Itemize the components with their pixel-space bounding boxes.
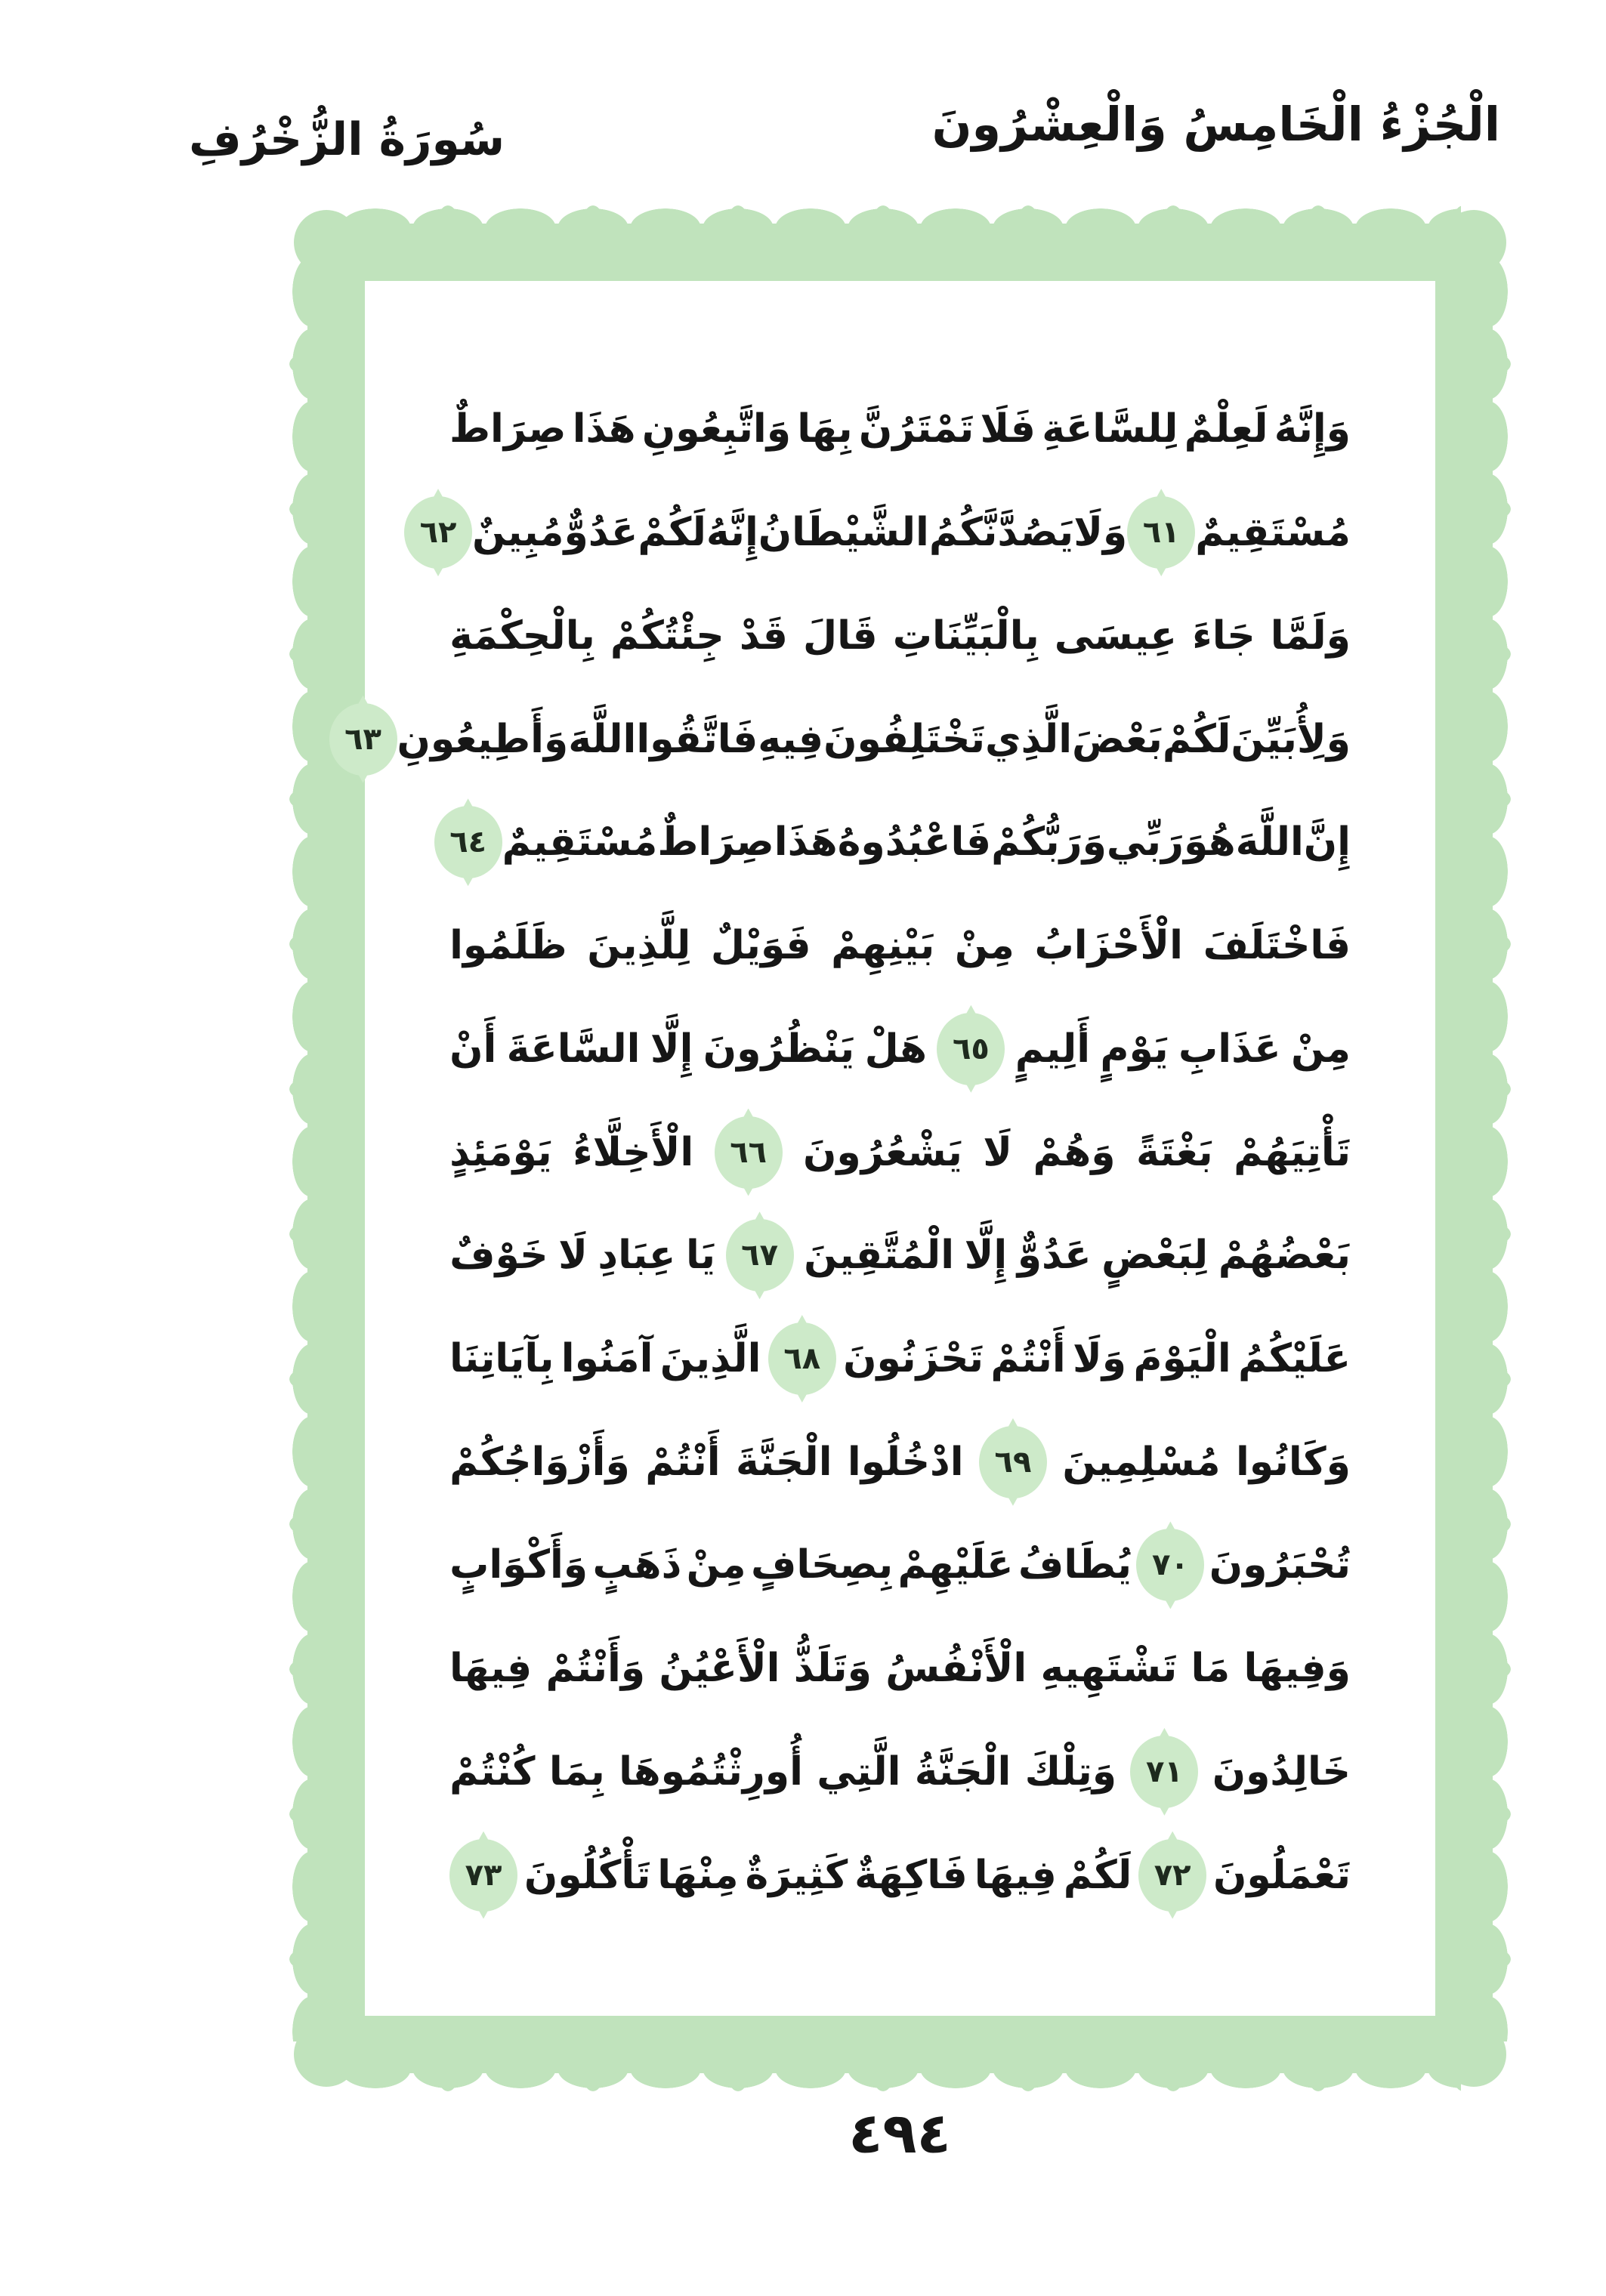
ayah-word: قَالَ — [802, 613, 878, 659]
frame-scallop-edge-bottom — [339, 2069, 1461, 2091]
ayah-word: عَلَيْهِمْ — [897, 1542, 1014, 1588]
ayah-word: وَلَمَّا — [1270, 613, 1351, 659]
quran-line — [449, 378, 1351, 481]
ayah-word: أَنْتُمْ — [645, 1439, 721, 1485]
ayah-word: تَمْتَرُنَّ — [858, 406, 974, 452]
ayah-word: يُطَافُ — [1018, 1542, 1132, 1588]
ayah-word: الْأَحْزَابُ — [1034, 923, 1183, 969]
ayah-word: بِالْحِكْمَةِ — [449, 613, 595, 659]
ayah-word: أَلِيمٍ — [1015, 1026, 1091, 1072]
ayah-word: أُورِثْتُمُوهَا — [619, 1748, 803, 1795]
ayah-word: لَعِلْمٌ — [1184, 406, 1268, 452]
ayah-word: الَّذِينَ — [659, 1335, 761, 1381]
verse-number-badge: ٧٠ — [1136, 1529, 1204, 1601]
ayah-word: صِرَاطٌ — [449, 406, 567, 452]
ayah-word: جَاءَ — [1192, 613, 1255, 659]
frame-scallop-edge-left — [289, 255, 312, 2041]
page-number: ٤٩٤ — [848, 2101, 951, 2166]
ayah-word: بَغْتَةً — [1136, 1129, 1213, 1175]
ayah-word: يَصُدَّنَّكُمُ — [928, 510, 1074, 556]
quran-line — [449, 1100, 1351, 1204]
ayah-word: الْيَوْمَ — [1133, 1335, 1231, 1381]
ayah-word: ظَلَمُوا — [449, 923, 567, 969]
ayah-word: السَّاعَةَ — [506, 1026, 641, 1072]
ayah-word: مِنْ — [1291, 1026, 1351, 1072]
ayah-word: يَنْظُرُونَ — [703, 1026, 855, 1072]
ayah-word: بِهَا — [797, 406, 853, 452]
quran-line — [344, 687, 1351, 791]
ayah-word: يَشْعُرُونَ — [803, 1129, 962, 1175]
ayah-word: فِيهَا — [974, 1852, 1057, 1898]
ayah-word: اللَّهَ — [1235, 819, 1304, 866]
quran-line — [449, 584, 1351, 687]
ayah-word: فِيهِ — [758, 716, 824, 762]
ayah-word: لَكُمْ — [1162, 716, 1231, 762]
ayah-word: عَدُوٌّ — [564, 510, 638, 556]
ayah-word: فَوَيْلٌ — [710, 923, 811, 969]
ayah-word: رَبِّي — [1106, 819, 1184, 866]
quran-text-area — [344, 378, 1351, 1927]
ayah-word: آمَنُوا — [561, 1335, 653, 1381]
ayah-word: وَلِأُبَيِّنَ — [1231, 716, 1351, 762]
ayah-word: وَلَا — [1073, 510, 1128, 556]
ayah-word: عَدُوٌّ — [1017, 1233, 1092, 1279]
ayah-word: بَعْضَ — [1072, 716, 1163, 762]
ayah-word: بَعْضُهُمْ — [1218, 1233, 1351, 1279]
ayah-word: فَاتَّقُوا — [636, 716, 758, 762]
verse-number-badge: ٦٩ — [979, 1426, 1047, 1498]
verse-number-badge: ٦٧ — [726, 1219, 794, 1292]
verse-number-badge: ٦٢ — [404, 496, 472, 569]
juz-title: الْجُزْءُ الْخَامِسُ وَالْعِشْرُونَ — [931, 97, 1500, 152]
ayah-word: الْجَنَّةَ — [735, 1439, 832, 1485]
ayah-word: خَوْفٌ — [449, 1233, 548, 1279]
ayah-word: فَاعْبُدُوهُ — [837, 819, 992, 866]
ayah-word: فَاخْتَلَفَ — [1203, 923, 1351, 969]
verse-number-badge: ٧٣ — [449, 1839, 517, 1912]
ayah-word: وَإِنَّهُ — [1274, 406, 1351, 452]
ayah-word: تُحْبَرُونَ — [1209, 1542, 1351, 1588]
ayah-word: صِرَاطٌ — [657, 819, 774, 866]
ayah-word: كَثِيرَةٌ — [745, 1852, 848, 1898]
ayah-word: مِنْ — [686, 1542, 746, 1588]
ayah-word: لَكُمْ — [638, 510, 706, 556]
ayah-word: الَّذِي — [984, 716, 1073, 762]
quran-line — [449, 791, 1351, 894]
ayah-word: قَدْ — [739, 613, 788, 659]
ayah-word: خَالِدُونَ — [1212, 1748, 1351, 1795]
ayah-word: أَنْتُمْ — [990, 1335, 1066, 1381]
ayah-word: وَأَزْوَاجُكُمْ — [449, 1439, 630, 1485]
verse-number-badge: ٦٨ — [768, 1322, 836, 1395]
ayah-word: بِالْبَيِّنَاتِ — [892, 613, 1039, 659]
ayah-word: فَاكِهَةٌ — [854, 1852, 968, 1898]
ayah-word: إِلَّا — [964, 1233, 1008, 1279]
ayah-word: تَحْزَنُونَ — [843, 1335, 984, 1381]
ayah-word: كُنْتُمْ — [449, 1748, 536, 1795]
quran-line — [449, 1720, 1351, 1824]
quran-line — [449, 1514, 1351, 1617]
frame-scallop-edge-right — [1488, 255, 1511, 2041]
ayah-word: وَكَانُوا — [1235, 1439, 1351, 1485]
ayah-word: مُبِينٌ — [472, 510, 564, 556]
ayah-word: جِئْتُكُمْ — [610, 613, 724, 659]
ayah-word: وَلَا — [1073, 1335, 1127, 1381]
ayah-word: إِنَّهُ — [706, 510, 758, 556]
verse-number-badge: ٧١ — [1130, 1736, 1198, 1808]
ayah-word: عَلَيْكُمُ — [1238, 1335, 1351, 1381]
ayah-word: وَاتَّبِعُونِ — [641, 406, 792, 452]
verse-number-badge: ٦٤ — [434, 806, 502, 878]
quran-line — [449, 1307, 1351, 1411]
ayah-word: يَوْمَئِذٍ — [449, 1129, 552, 1175]
quran-line — [449, 997, 1351, 1100]
ayah-word: إِلَّا — [650, 1026, 693, 1072]
ayah-word: الْمُتَّقِينَ — [804, 1233, 955, 1279]
ayah-word: هَذَا — [774, 819, 838, 866]
ayah-word: لَكُمْ — [1063, 1852, 1132, 1898]
verse-number-badge: ٦٥ — [937, 1013, 1005, 1085]
ayah-word: لِبَعْضٍ — [1101, 1233, 1209, 1279]
ayah-word: تَعْمَلُونَ — [1213, 1852, 1351, 1898]
ayah-word: وَرَبُّكُمْ — [991, 819, 1107, 866]
ayah-word: هُوَ — [1184, 819, 1236, 866]
ayah-word: وَأَطِيعُونِ — [397, 716, 569, 762]
ayah-word: تَخْتَلِفُونَ — [823, 716, 985, 762]
ayah-word: مُسْتَقِيمٌ — [502, 819, 658, 866]
ayah-word: بِمَا — [548, 1748, 605, 1795]
ayah-word: وَأَكْوَابٍ — [449, 1542, 588, 1588]
verse-number-badge: ٦٦ — [715, 1116, 783, 1189]
quran-line — [449, 1617, 1351, 1720]
decorative-border-frame — [289, 205, 1511, 2091]
ayah-word: الْأَعْيُنُ — [659, 1646, 780, 1692]
ayah-word: وَأَنْتُمْ — [545, 1646, 646, 1692]
frame-scallop-edge-top — [339, 205, 1461, 228]
ayah-word: فَلَا — [980, 406, 1036, 452]
ayah-word: بِصِحَافٍ — [750, 1542, 894, 1588]
ayah-word: عَذَابِ — [1178, 1026, 1281, 1072]
ayah-word: الشَّيْطَانُ — [758, 510, 929, 556]
verse-number-badge: ٦٣ — [329, 703, 397, 776]
ayah-word: هَلْ — [864, 1026, 928, 1072]
ayah-word: ذَهَبٍ — [592, 1542, 682, 1588]
ayah-word: مُسْتَقِيمٌ — [1195, 510, 1351, 556]
quran-line — [449, 1823, 1351, 1927]
ayah-word: الْجَنَّةُ — [914, 1748, 1011, 1795]
surah-title: سُورَةُ الزُّخْرُفِ — [189, 113, 505, 166]
ayah-word: فِيهَا — [449, 1646, 533, 1692]
ayah-word: لَا — [558, 1233, 588, 1279]
quran-line — [449, 1204, 1351, 1307]
ayah-word: يَوْمٍ — [1100, 1026, 1169, 1072]
ayah-word: الْأَنْفُسُ — [885, 1646, 1027, 1692]
ayah-word: وَفِيهَا — [1243, 1646, 1351, 1692]
ayah-word: إِنَّ — [1303, 819, 1351, 866]
ayah-word: مِنْ — [954, 923, 1015, 969]
ayah-word: ادْخُلُوا — [847, 1439, 964, 1485]
ayah-word: وَتِلْكَ — [1024, 1748, 1117, 1795]
ayah-word: تَأْكُلُونَ — [523, 1852, 651, 1898]
ayah-word: مُسْلِمِينَ — [1062, 1439, 1221, 1485]
verse-number-badge: ٦١ — [1127, 496, 1195, 569]
ayah-word: عِيسَى — [1054, 613, 1178, 659]
ayah-word: بَيْنِهِمْ — [831, 923, 935, 969]
ayah-word: لِلَّذِينَ — [587, 923, 691, 969]
quran-line — [449, 894, 1351, 998]
ayah-word: لَا — [983, 1129, 1013, 1175]
ayah-word: وَهُمْ — [1033, 1129, 1116, 1175]
ayah-word: اللَّهَ — [568, 716, 637, 762]
verse-number-badge: ٧٢ — [1138, 1839, 1206, 1912]
ayah-word: لِلسَّاعَةِ — [1042, 406, 1178, 452]
ayah-word: عِبَادِ — [598, 1233, 676, 1279]
ayah-word: تَشْتَهِيهِ — [1040, 1646, 1178, 1692]
ayah-word: بِآيَاتِنَا — [449, 1335, 554, 1381]
ayah-word: مَا — [1191, 1646, 1231, 1692]
quran-line — [449, 1410, 1351, 1514]
ayah-word: أَنْ — [449, 1026, 497, 1072]
ayah-word: هَذَا — [572, 406, 636, 452]
quran-line — [419, 481, 1351, 585]
ayah-word: الَّتِي — [817, 1748, 901, 1795]
ayah-word: يَا — [685, 1233, 716, 1279]
ayah-word: مِنْهَا — [657, 1852, 739, 1898]
ayah-word: الْأَخِلَّاءُ — [573, 1129, 694, 1175]
text-panel — [344, 281, 1435, 2016]
ayah-word: وَتَلَذُّ — [793, 1646, 872, 1692]
ayah-word: تَأْتِيَهُمْ — [1234, 1129, 1351, 1175]
